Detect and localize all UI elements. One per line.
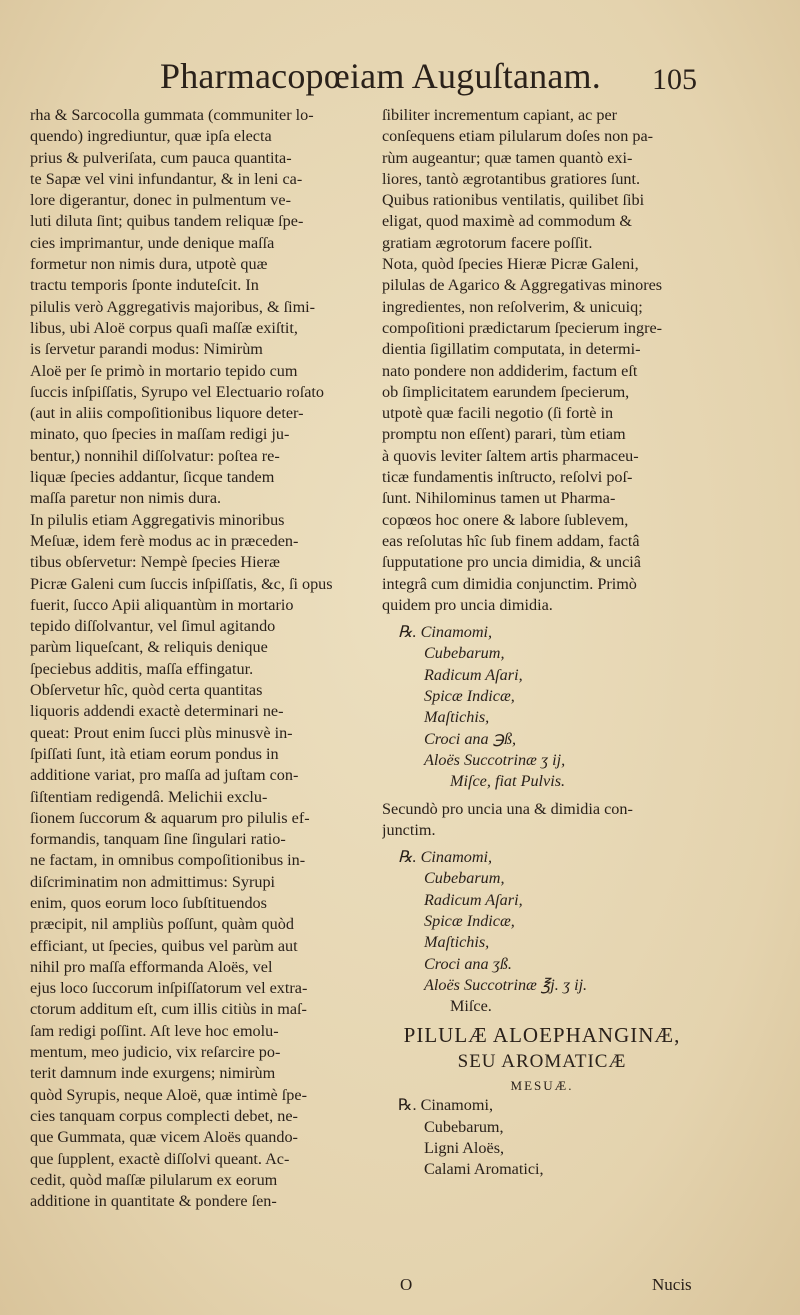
recipe-ingredient: Calami Aromatici, <box>424 1160 544 1179</box>
recipe-ingredient: Croci ana ℈ß, <box>424 729 517 748</box>
text-line: ejus loco ſuccorum inſpiſſatorum vel extra- <box>30 979 308 998</box>
text-line: Quibus rationibus ventilatis, quilibet ſibi <box>382 191 645 210</box>
text-line: Picræ Galeni cum ſuccis inſpiſſatis, &c, ſi opus <box>30 574 333 593</box>
recipe-three <box>382 1095 702 1180</box>
text-line: Nota, quòd ſpecies Hieræ Picræ Galeni, <box>382 255 639 274</box>
text-line: (aut in aliis compoſitionibus liquore deter- <box>30 404 304 423</box>
recipe-one <box>382 622 702 792</box>
text-line: Meſuæ, idem ferè modus ac in præceden- <box>30 531 299 550</box>
text-line: Aloë per ſe primò in mortario tepido cum <box>30 361 298 380</box>
text-line: nihil pro maſſa efformanda Aloës, vel <box>30 957 273 976</box>
text-line: à quovis leviter ſaltem artis pharmaceu- <box>382 446 639 465</box>
text-line: queat: Prout enim ſucci plùs minusvè in- <box>30 723 293 742</box>
page-number: 105 <box>652 63 697 96</box>
recipe-ingredient: Miſce, fiat Pulvis. <box>450 772 566 791</box>
right-column-text <box>382 105 702 616</box>
text-line: eas reſolutas hîc ſub finem addam, factâ <box>382 531 640 550</box>
recipe-ingredient: ℞. Cinamomi, <box>398 848 493 867</box>
left-column <box>30 105 362 1212</box>
text-line: cies tanquam corpus complecti debet, ne- <box>30 1106 298 1125</box>
text-line: terit damnum inde exurgens; nimirùm <box>30 1064 276 1083</box>
running-title: Pharmacopœiam Auguſtanam. <box>160 56 601 96</box>
text-line: liquæ ſpecies addantur, ſicque tandem <box>30 468 275 487</box>
section-heading-line2: SEU AROMATICÆ <box>457 1051 627 1073</box>
recipe-ingredient: ℞. Cinamomi, <box>398 623 493 642</box>
text-line: quendo) ingrediuntur, quæ ipſa electa <box>30 127 272 146</box>
recipe-transition-text <box>382 799 702 842</box>
text-line: luti diluta ſint; quibus tandem reliquæ ſpe- <box>30 212 304 231</box>
text-line: ſpeciebus additis, maſſa effingatur. <box>30 659 254 678</box>
recipe-ingredient: Miſce. <box>450 997 492 1016</box>
text-line: fuerit, ſucco Apii aliquantùm in mortario <box>30 595 294 614</box>
text-line: pilulas de Agarico & Aggregativas minores <box>382 276 663 295</box>
text-line: que ſupplent, exactè diſſolvi queant. Ac- <box>30 1149 290 1168</box>
text-line: ctorum additum eſt, cum illis citiùs in maſ- <box>30 1000 307 1019</box>
text-line: ſuccis inſpiſſatis, Syrupo vel Electuario roſato <box>30 382 325 401</box>
text-line: lore digerantur, donec in pulmentum ve- <box>30 191 291 210</box>
recipe-ingredient: Croci ana ʒß. <box>424 954 512 973</box>
recipe-ingredient: Cubebarum, <box>424 1117 504 1136</box>
recipe-two <box>382 847 702 1017</box>
text-line: ob ſimplicitatem earundem ſpecierum, <box>382 382 630 401</box>
text-line: Obſervetur hîc, quòd certa quantitas <box>30 681 263 700</box>
recipe-ingredient: ℞. Cinamomi, <box>398 1096 493 1115</box>
text-line: bentur,) nonnihil diſſolvatur: poſtea re- <box>30 446 280 465</box>
text-line: ticæ fundamentis inſtructo, reſolvi poſ- <box>382 468 633 487</box>
text-line: cies imprimantur, unde denique maſſa <box>30 233 275 252</box>
text-line: te Sapæ vel vini infundantur, & in leni ca- <box>30 169 303 188</box>
text-line: promptu non eſſent) parari, tùm etiam <box>382 425 626 444</box>
text-line: ſpiſſati ſunt, ità etiam eorum pondus in <box>30 744 279 763</box>
text-line: gratiam ægrotorum facere poſſit. <box>382 233 593 252</box>
text-line: ſupputatione pro uncia dimidia, & unciâ <box>382 553 641 572</box>
text-line: prius & pulveriſata, cum pauca quantita- <box>30 148 292 167</box>
signature-mark: O <box>400 1275 413 1294</box>
text-line: parùm liqueſcant, & reliquis denique <box>30 638 268 657</box>
text-line: ne factam, in omnibus compoſitionibus in- <box>30 851 306 870</box>
text-line: cedit, quòd maſſæ pilularum ex eorum <box>30 1170 278 1189</box>
text-line: ſibiliter incrementum capiant, ac per <box>382 106 618 124</box>
text-line: tibus obſervetur: Nempè ſpecies Hieræ <box>30 553 280 572</box>
text-line: junctim. <box>382 820 436 839</box>
text-line: ingredientes, non reſolverim, & unicuiq; <box>382 297 643 316</box>
text-line: formandis, tanquam ſine ſingulari ratio- <box>30 830 286 849</box>
text-line: integrâ cum dimidia conjunctim. Primò <box>382 574 637 593</box>
text-line: efficiant, ut ſpecies, quibus vel parùm aut <box>30 936 298 955</box>
text-line: rùm augeantur; quæ tamen quantò exi- <box>382 148 633 167</box>
text-line: rha & Sarcocolla gummata (communiter lo- <box>30 106 314 124</box>
text-line: pilulis verò Aggregativis majoribus, & ſimi- <box>30 297 316 316</box>
text-line: dientia ſigillatim computata, in determi- <box>382 340 641 359</box>
recipe-ingredient: Cubebarum, <box>424 869 505 888</box>
text-line: ſunt. Nihilominus tamen ut Pharma- <box>382 489 616 508</box>
text-line: præcipit, nil ampliùs poſſunt, quàm quòd <box>30 915 294 934</box>
text-line: ſiſtentiam redigendâ. Melichii exclu- <box>30 787 268 806</box>
section-heading-line3: MESUÆ. <box>510 1078 574 1094</box>
text-line: liores, tantò ægrotantibus gratiores ſunt. <box>382 169 641 188</box>
text-line: utpotè quæ facili negotio (ſi fortè in <box>382 404 614 423</box>
recipe-ingredient: Spicæ Indicæ, <box>424 687 515 706</box>
text-line: quidem pro uncia dimidia. <box>382 595 553 614</box>
text-line: maſſa paretur non nimis dura. <box>30 489 222 508</box>
text-line: tepido diſſolvantur, vel ſimul agitando <box>30 617 276 636</box>
text-line: In pilulis etiam Aggregativis minoribus <box>30 510 285 529</box>
recipe-ingredient: Ligni Aloës, <box>424 1139 505 1158</box>
section-heading-line1: PILULÆ ALOEPHANGINÆ, <box>403 1023 681 1048</box>
recipe-ingredient: Maſtichis, <box>424 933 490 952</box>
recipe-ingredient: Maſtichis, <box>424 708 490 727</box>
text-line: liquoris addendi exactè determinari ne- <box>30 702 284 721</box>
text-line: ſionem ſuccorum & aquarum pro pilulis ef- <box>30 808 310 827</box>
text-line: copœos hoc onere & labore ſublevem, <box>382 510 629 529</box>
text-line: libus, ubi Aloë corpus quaſi maſſæ exiſtit, <box>30 318 298 337</box>
catchword: Nucis <box>652 1275 692 1294</box>
recipe-ingredient: Cubebarum, <box>424 644 505 663</box>
text-line: formetur non nimis dura, utpotè quæ <box>30 255 268 274</box>
recipe-ingredient: Radicum Aſari, <box>424 890 523 909</box>
text-line: eligat, quod maximè ad commodum & <box>382 212 632 231</box>
text-line: que Gummata, quæ vicem Aloës quando- <box>30 1128 298 1147</box>
text-line: nato pondere non addiderim, factum eſt <box>382 361 638 380</box>
text-line: compoſitioni prædictarum ſpecierum ingre- <box>382 318 663 337</box>
text-line: quòd Syrupis, neque Aloë, quæ intimè ſpe- <box>30 1085 307 1104</box>
recipe-ingredient: Aloës Succotrinæ ℥j. ʒ ij. <box>424 975 588 994</box>
text-line: Secundò pro uncia una & dimidia con- <box>382 799 633 818</box>
text-line: enim, quos eorum loco ſubſtituendos <box>30 893 267 912</box>
text-line: additione variat, pro maſſa ad juſtam con- <box>30 766 299 785</box>
recipe-ingredient: Aloës Succotrinæ ʒ ij, <box>424 750 566 769</box>
recipe-ingredient: Radicum Aſari, <box>424 665 523 684</box>
text-line: is ſervetur parandi modus: Nimirùm <box>30 340 263 359</box>
recipe-ingredient: Spicæ Indicæ, <box>424 911 515 930</box>
text-line: mentum, meo judicio, vix reſarcire po- <box>30 1043 281 1062</box>
text-line: conſequens etiam pilularum doſes non pa- <box>382 127 654 146</box>
text-line: minato, quo ſpecies in maſſam redigi ju- <box>30 425 290 444</box>
text-line: tractu temporis ſponte induteſcit. In <box>30 276 259 295</box>
text-line: additione in quantitate & pondere ſen- <box>30 1192 277 1211</box>
right-column <box>382 105 702 1181</box>
text-line: diſcriminatim non admittimus: Syrupi <box>30 872 276 891</box>
text-line: ſam redigi poſſint. Aſt leve hoc emolu- <box>30 1021 279 1040</box>
